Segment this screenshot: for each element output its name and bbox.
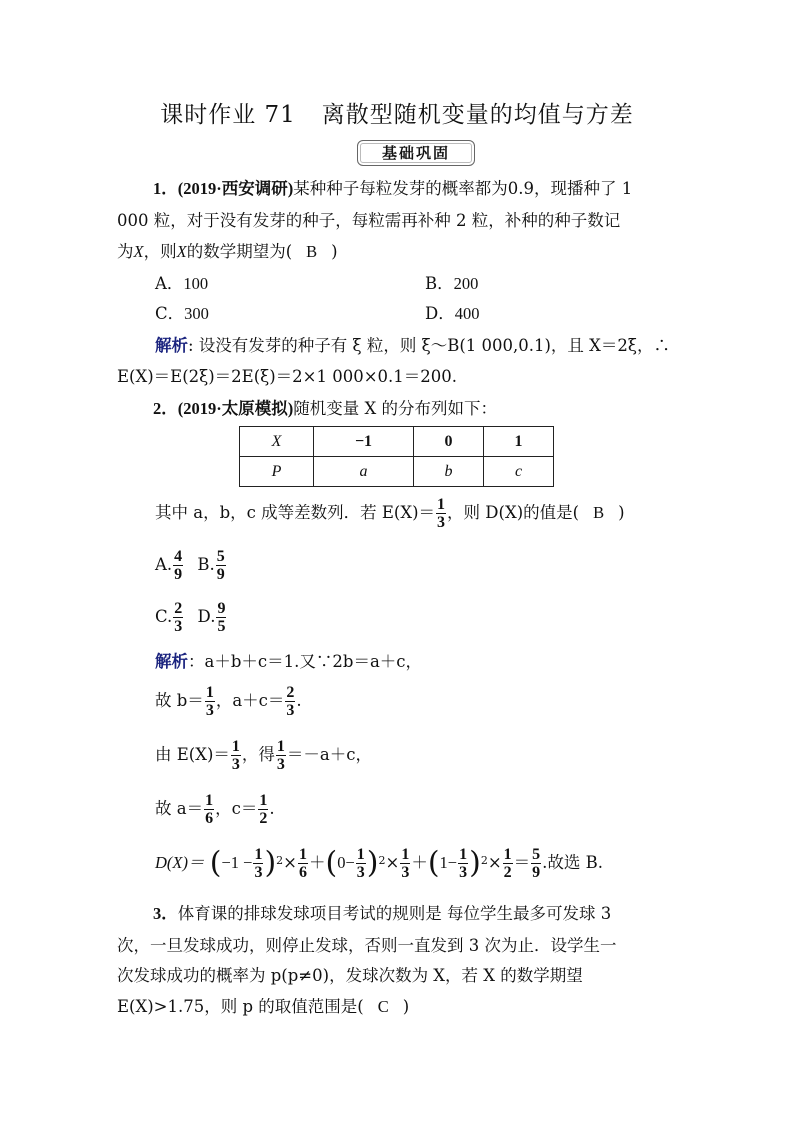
q3-line4 (117, 997, 409, 1017)
fraction (276, 738, 286, 773)
q2-number: 2． (153, 399, 178, 418)
q2-option-c (155, 600, 184, 635)
q2-stem-text: ，则 D(X)的值是( (447, 503, 580, 522)
times: × (283, 853, 297, 872)
section-badge: 基础巩固 (357, 140, 475, 166)
table-cell: P (240, 457, 314, 487)
table-cell: 0 (414, 427, 484, 457)
fraction (204, 792, 214, 827)
var-x: X (176, 242, 187, 261)
q2-option-d (197, 600, 228, 635)
numerator: 9 (217, 600, 226, 617)
denominator: 3 (231, 756, 240, 773)
denominator: 3 (459, 864, 468, 881)
q2-solution-line4 (155, 790, 275, 828)
option-label: C． (155, 304, 185, 323)
fraction (173, 600, 183, 635)
q1-source: (2019·西安调研) (177, 179, 294, 198)
q2-option-a (155, 548, 184, 583)
fraction (216, 548, 226, 583)
q3-number: 3． (153, 904, 178, 923)
q1-option-c (155, 304, 209, 324)
numerator: 1 (401, 846, 410, 863)
denominator: 2 (503, 864, 512, 881)
numerator: 1 (459, 846, 468, 863)
term: 0− (337, 853, 355, 872)
numerator: 1 (205, 684, 214, 701)
solution-text: ，c＝ (215, 799, 258, 818)
solution-text: : 设没有发芽的种子有 ξ 粒，则 ξ～B(1 000,0.1)，且 X＝2ξ，∴ (188, 336, 671, 355)
table-cell: X (240, 427, 314, 457)
option-label: B. (197, 555, 215, 574)
left-paren: ( (325, 845, 338, 881)
denominator: 3 (437, 514, 446, 531)
fraction (285, 684, 295, 719)
q2-paren: ) (618, 503, 625, 522)
fraction (531, 846, 541, 881)
left-paren: ( (209, 845, 222, 881)
option-value: 400 (454, 304, 480, 323)
right-paren: ) (366, 845, 379, 881)
q1-solution-line2: E(X)＝E(2ξ)＝2E(ξ)＝2×1 000×0.1＝200. (117, 367, 458, 386)
option-value: 300 (184, 304, 209, 323)
solution-text: 故 a＝ (155, 799, 204, 818)
solution-text: ：a＋b＋c＝1.又∵2b＝a＋c， (188, 652, 423, 671)
plus: ＋ (309, 853, 326, 872)
q1-text: 的数学期望为( (186, 242, 293, 261)
fraction (458, 846, 468, 881)
denominator: 6 (299, 864, 307, 881)
solution-text: 由 E(X)＝ (155, 745, 230, 764)
fraction (400, 846, 410, 881)
fraction (216, 600, 226, 635)
numerator: 1 (231, 738, 240, 755)
fraction (436, 496, 446, 531)
q1-line1 (153, 179, 632, 199)
term: −1 − (221, 853, 253, 872)
denominator: 3 (205, 702, 214, 719)
table-cell: a (314, 457, 414, 487)
solution-text: 故 b＝ (155, 691, 204, 710)
table-cell: b (414, 457, 484, 487)
table-cell: c (484, 457, 554, 487)
denominator: 3 (276, 756, 285, 773)
numerator: 2 (286, 684, 295, 701)
formula-lhs: D(X)＝ (155, 853, 205, 872)
numerator: 1 (205, 792, 214, 809)
table-cell: 1 (484, 427, 554, 457)
term: 1− (439, 853, 458, 872)
q2-variance-formula (155, 842, 603, 882)
numerator: 4 (174, 548, 183, 565)
fraction (298, 846, 308, 881)
denominator: 3 (356, 864, 365, 881)
q2-option-b (197, 548, 226, 583)
times: × (487, 853, 502, 872)
fraction (173, 548, 183, 583)
fraction (503, 846, 513, 881)
var-x: X (133, 242, 144, 261)
q3-line2: 次，一旦发球成功，则停止发球，否则一直发到 3 次为止．设学生一 (117, 936, 617, 955)
q2-solution-line2 (155, 682, 302, 720)
fraction (356, 846, 366, 881)
numerator: 1 (503, 846, 512, 863)
numerator: 2 (174, 600, 183, 617)
fraction (205, 684, 215, 719)
denominator: 2 (259, 810, 268, 827)
solution-label: 解析 (155, 336, 188, 355)
denominator: 9 (216, 566, 225, 583)
q2-solution-line1 (155, 652, 422, 672)
table-row (240, 427, 554, 457)
equals: ＝ (513, 853, 531, 872)
conclusion: .故选 B. (542, 853, 604, 872)
solution-text: . (269, 799, 275, 818)
q3-line3: 次发球成功的概率为 p(p≠0)，发球次数为 X，若 X 的数学期望 (117, 966, 583, 985)
option-label: C. (155, 607, 173, 626)
numerator: 1 (299, 846, 307, 863)
fraction (231, 738, 241, 773)
option-label: A. (155, 555, 173, 574)
denominator: 3 (286, 702, 295, 719)
q2-options-cd (155, 598, 227, 636)
solution-label: 解析 (155, 652, 188, 671)
q1-line3 (117, 242, 338, 262)
q2-options-ab (155, 546, 227, 584)
denominator: 3 (401, 864, 410, 881)
q3-line1 (153, 904, 611, 924)
plus: ＋ (411, 853, 428, 872)
exponent: 2 (480, 854, 488, 867)
q3-paren: ) (402, 997, 410, 1016)
fraction (253, 846, 263, 881)
q2-answer: B (593, 503, 605, 522)
option-label: A． (155, 274, 184, 293)
option-label: D． (425, 304, 455, 323)
right-paren: ) (469, 845, 481, 881)
numerator: 5 (216, 548, 225, 565)
q1-line2: 000 粒，对于没有发芽的种子，每粒需再补种 2 粒，补种的种子数记 (117, 211, 621, 230)
title-prefix: 课时作业 71 (160, 102, 296, 128)
solution-text: ，a＋c＝ (215, 691, 285, 710)
q2-stem-text: 其中 a，b，c 成等差数列．若 E(X)＝ (155, 503, 436, 522)
q1-answer: B (306, 242, 318, 261)
fraction (258, 792, 268, 827)
table-cell: −1 (314, 427, 414, 457)
title-main: 离散型随机变量的均值与方差 (321, 102, 634, 128)
denominator: 5 (217, 618, 226, 635)
option-label: D. (197, 607, 216, 626)
q3-answer: C (377, 997, 389, 1016)
q1-paren: ) (331, 242, 338, 261)
option-value: 200 (453, 274, 479, 293)
numerator: 1 (356, 846, 365, 863)
table-row (240, 457, 554, 487)
page-title (0, 96, 794, 129)
q2-stem (155, 494, 625, 532)
times: × (385, 853, 400, 872)
q1-text: 为 (117, 242, 134, 261)
numerator: 1 (259, 792, 268, 809)
exponent: 2 (276, 854, 284, 867)
denominator: 9 (532, 864, 541, 881)
q1-number: 1． (153, 179, 178, 198)
q3-text: E(X)>1.75，则 p 的取值范围是( (117, 997, 364, 1016)
distribution-table (239, 426, 554, 487)
solution-text: ，得 (241, 745, 275, 764)
q2-line1 (153, 399, 497, 419)
option-label: B． (425, 274, 454, 293)
solution-text: ＝－a＋c， (286, 745, 372, 764)
q3-text: 体育课的排球发球项目考试的规则是 每位学生最多可发球 3 (177, 904, 612, 923)
q1-text: 某种种子每粒发芽的概率都为0.9，现播种了 1 (293, 179, 633, 198)
solution-text: . (296, 691, 302, 710)
q1-option-d (425, 304, 479, 324)
q1-option-a (155, 274, 208, 294)
exponent: 2 (378, 854, 386, 867)
q2-intro: 随机变量 X 的分布列如下： (293, 399, 497, 418)
denominator: 9 (174, 566, 183, 583)
right-paren: ) (264, 845, 277, 881)
denominator: 3 (174, 618, 183, 635)
numerator: 1 (254, 846, 263, 863)
q1-option-b (425, 274, 478, 294)
numerator: 1 (276, 738, 285, 755)
q1-solution-line1 (155, 336, 670, 356)
left-paren: ( (427, 845, 440, 881)
denominator: 3 (254, 864, 263, 881)
q2-solution-line3 (155, 736, 372, 774)
numerator: 5 (532, 846, 541, 863)
numerator: 1 (437, 496, 446, 513)
denominator: 6 (205, 810, 214, 827)
option-value: 100 (183, 274, 209, 293)
q1-text: ，则 (143, 242, 177, 261)
q2-source: (2019·太原模拟) (177, 399, 294, 418)
